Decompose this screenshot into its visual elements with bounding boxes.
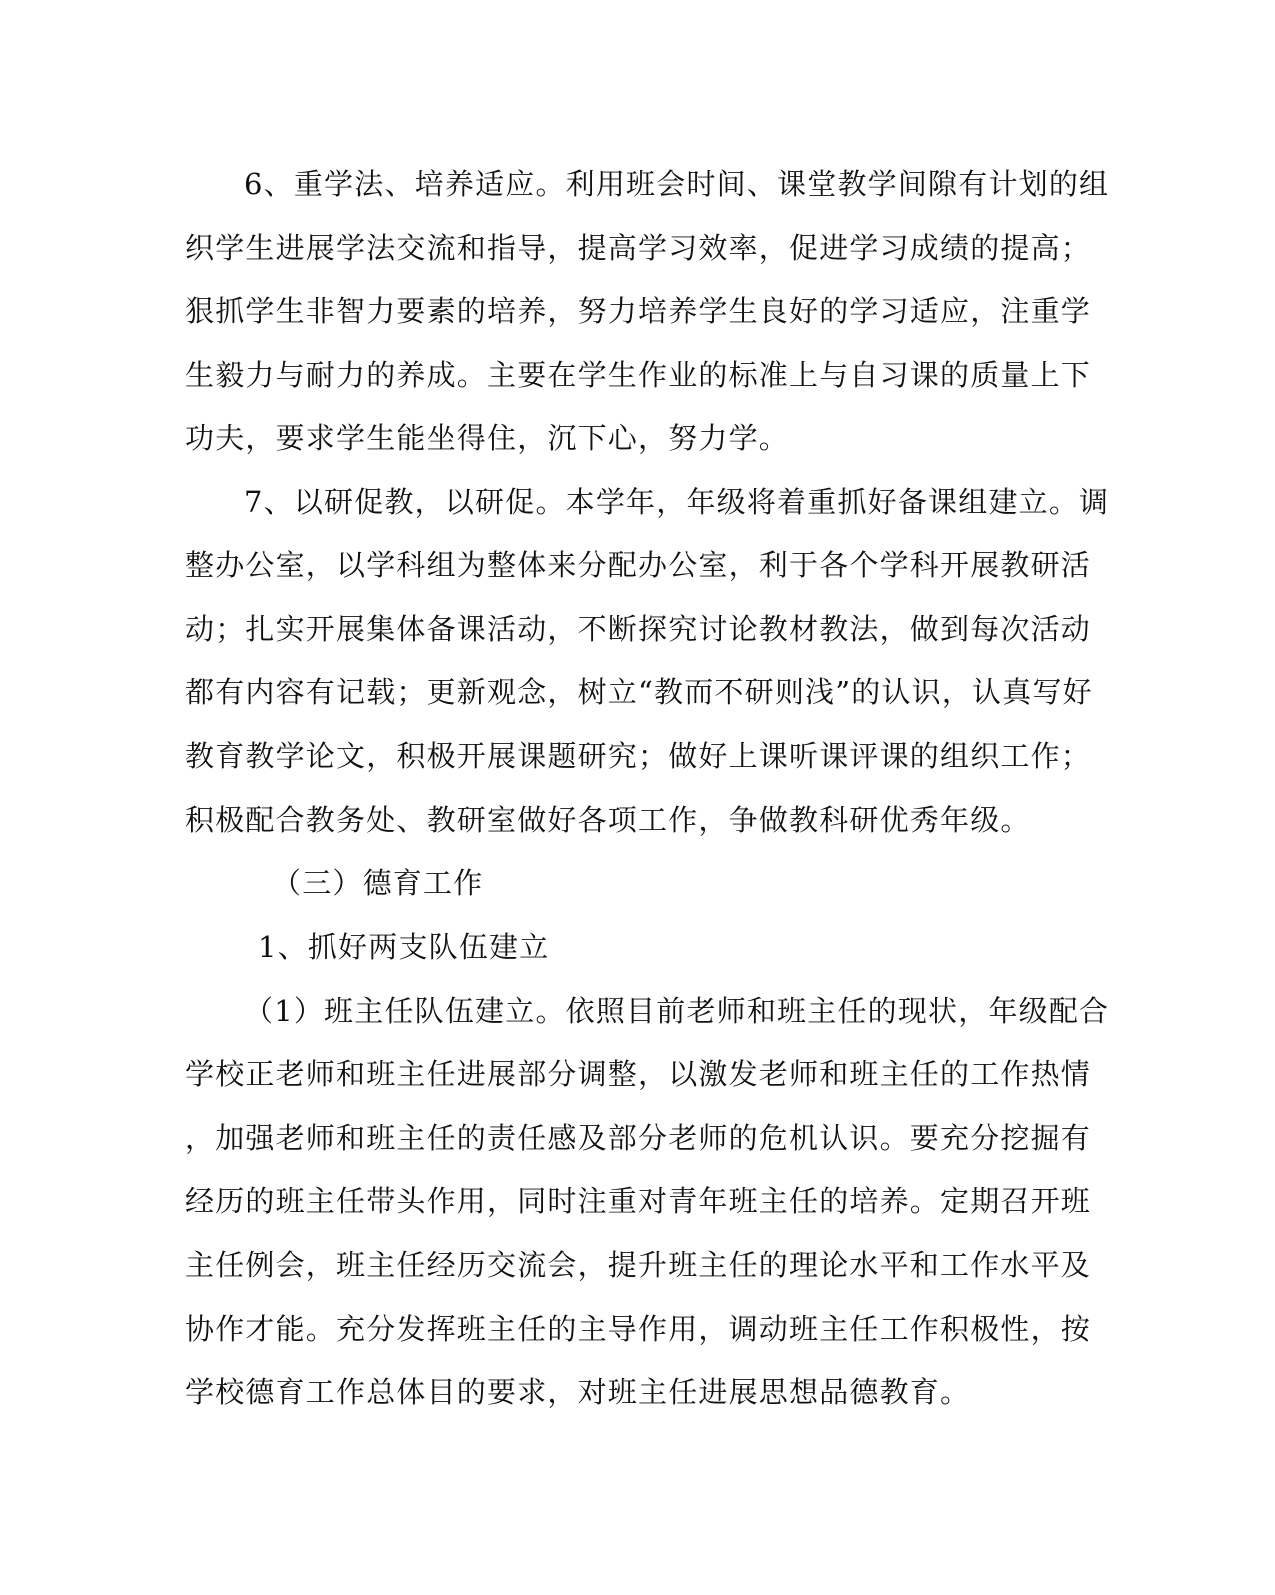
text-line-content: 学校正老师和班主任进展部分调整，以激发老师和班主任的工作热情 bbox=[185, 1057, 1092, 1091]
text-line bbox=[0, 152, 1275, 216]
text-line bbox=[0, 406, 1275, 470]
text-line-content: 7、以研促教，以研促。本学年，年级将着重抓好备课组建立。调 bbox=[244, 485, 1110, 519]
subsection-heading-text: 1、抓好两支队伍建立 bbox=[258, 930, 550, 964]
text-line-content: 动；扎实开展集体备课活动，不断探究讨论教材教法，做到每次活动 bbox=[185, 612, 1092, 646]
subsection-heading bbox=[0, 915, 1275, 979]
text-line-content: 织学生进展学法交流和指导，提高学习效率，促进学习成绩的提高； bbox=[185, 231, 1092, 265]
text-line bbox=[0, 1297, 1275, 1361]
text-line-content: 功夫，要求学生能坐得住，沉下心，努力学。 bbox=[185, 421, 790, 455]
text-line-content: 狠抓学生非智力要素的培养，努力培养学生良好的学习适应，注重学 bbox=[185, 294, 1092, 328]
text-line-content: 协作才能。充分发挥班主任的主导作用，调动班主任工作积极性，按 bbox=[185, 1312, 1092, 1346]
text-line bbox=[0, 979, 1275, 1043]
text-line-content: 教育教学论文，积极开展课题研究；做好上课听课评课的组织工作； bbox=[185, 739, 1092, 773]
text-line-content: 主任例会，班主任经历交流会，提升班主任的理论水平和工作水平及 bbox=[185, 1248, 1092, 1282]
text-line-content: 经历的班主任带头作用，同时注重对青年班主任的培养。定期召开班 bbox=[185, 1184, 1092, 1218]
text-line-content: 生毅力与耐力的养成。主要在学生作业的标准上与自习课的质量上下 bbox=[185, 358, 1092, 392]
text-line bbox=[0, 470, 1275, 534]
text-line bbox=[0, 1042, 1275, 1106]
text-line bbox=[0, 1106, 1275, 1170]
text-line-content: 都有内容有记载；更新观念，树立“教而不研则浅”的认识，认真写好 bbox=[185, 675, 1093, 709]
section-heading-text: （三）德育工作 bbox=[272, 866, 484, 900]
section-heading bbox=[0, 851, 1275, 915]
text-line bbox=[0, 343, 1275, 407]
text-line-content: 整办公室，以学科组为整体来分配办公室，利于各个学科开展教研活 bbox=[185, 548, 1092, 582]
text-line bbox=[0, 1169, 1275, 1233]
text-line-content: （1）班主任队伍建立。依照目前老师和班主任的现状，年级配合 bbox=[244, 994, 1110, 1028]
text-line bbox=[0, 597, 1275, 661]
text-line bbox=[0, 1233, 1275, 1297]
text-line-content: 6、重学法、培养适应。利用班会时间、课堂教学间隙有计划的组 bbox=[244, 167, 1110, 201]
text-line bbox=[0, 724, 1275, 788]
text-line bbox=[0, 1360, 1275, 1424]
text-line bbox=[0, 660, 1275, 724]
text-line bbox=[0, 279, 1275, 343]
text-line-content: ，加强老师和班主任的责任感及部分老师的危机认识。要充分挖掘有 bbox=[185, 1121, 1092, 1155]
text-line-content: 学校德育工作总体目的要求，对班主任进展思想品德教育。 bbox=[185, 1375, 971, 1409]
text-line bbox=[0, 788, 1275, 852]
text-line bbox=[0, 216, 1275, 280]
text-line bbox=[0, 533, 1275, 597]
text-line-content: 积极配合教务处、教研室做好各项工作，争做教科研优秀年级。 bbox=[185, 803, 1031, 837]
